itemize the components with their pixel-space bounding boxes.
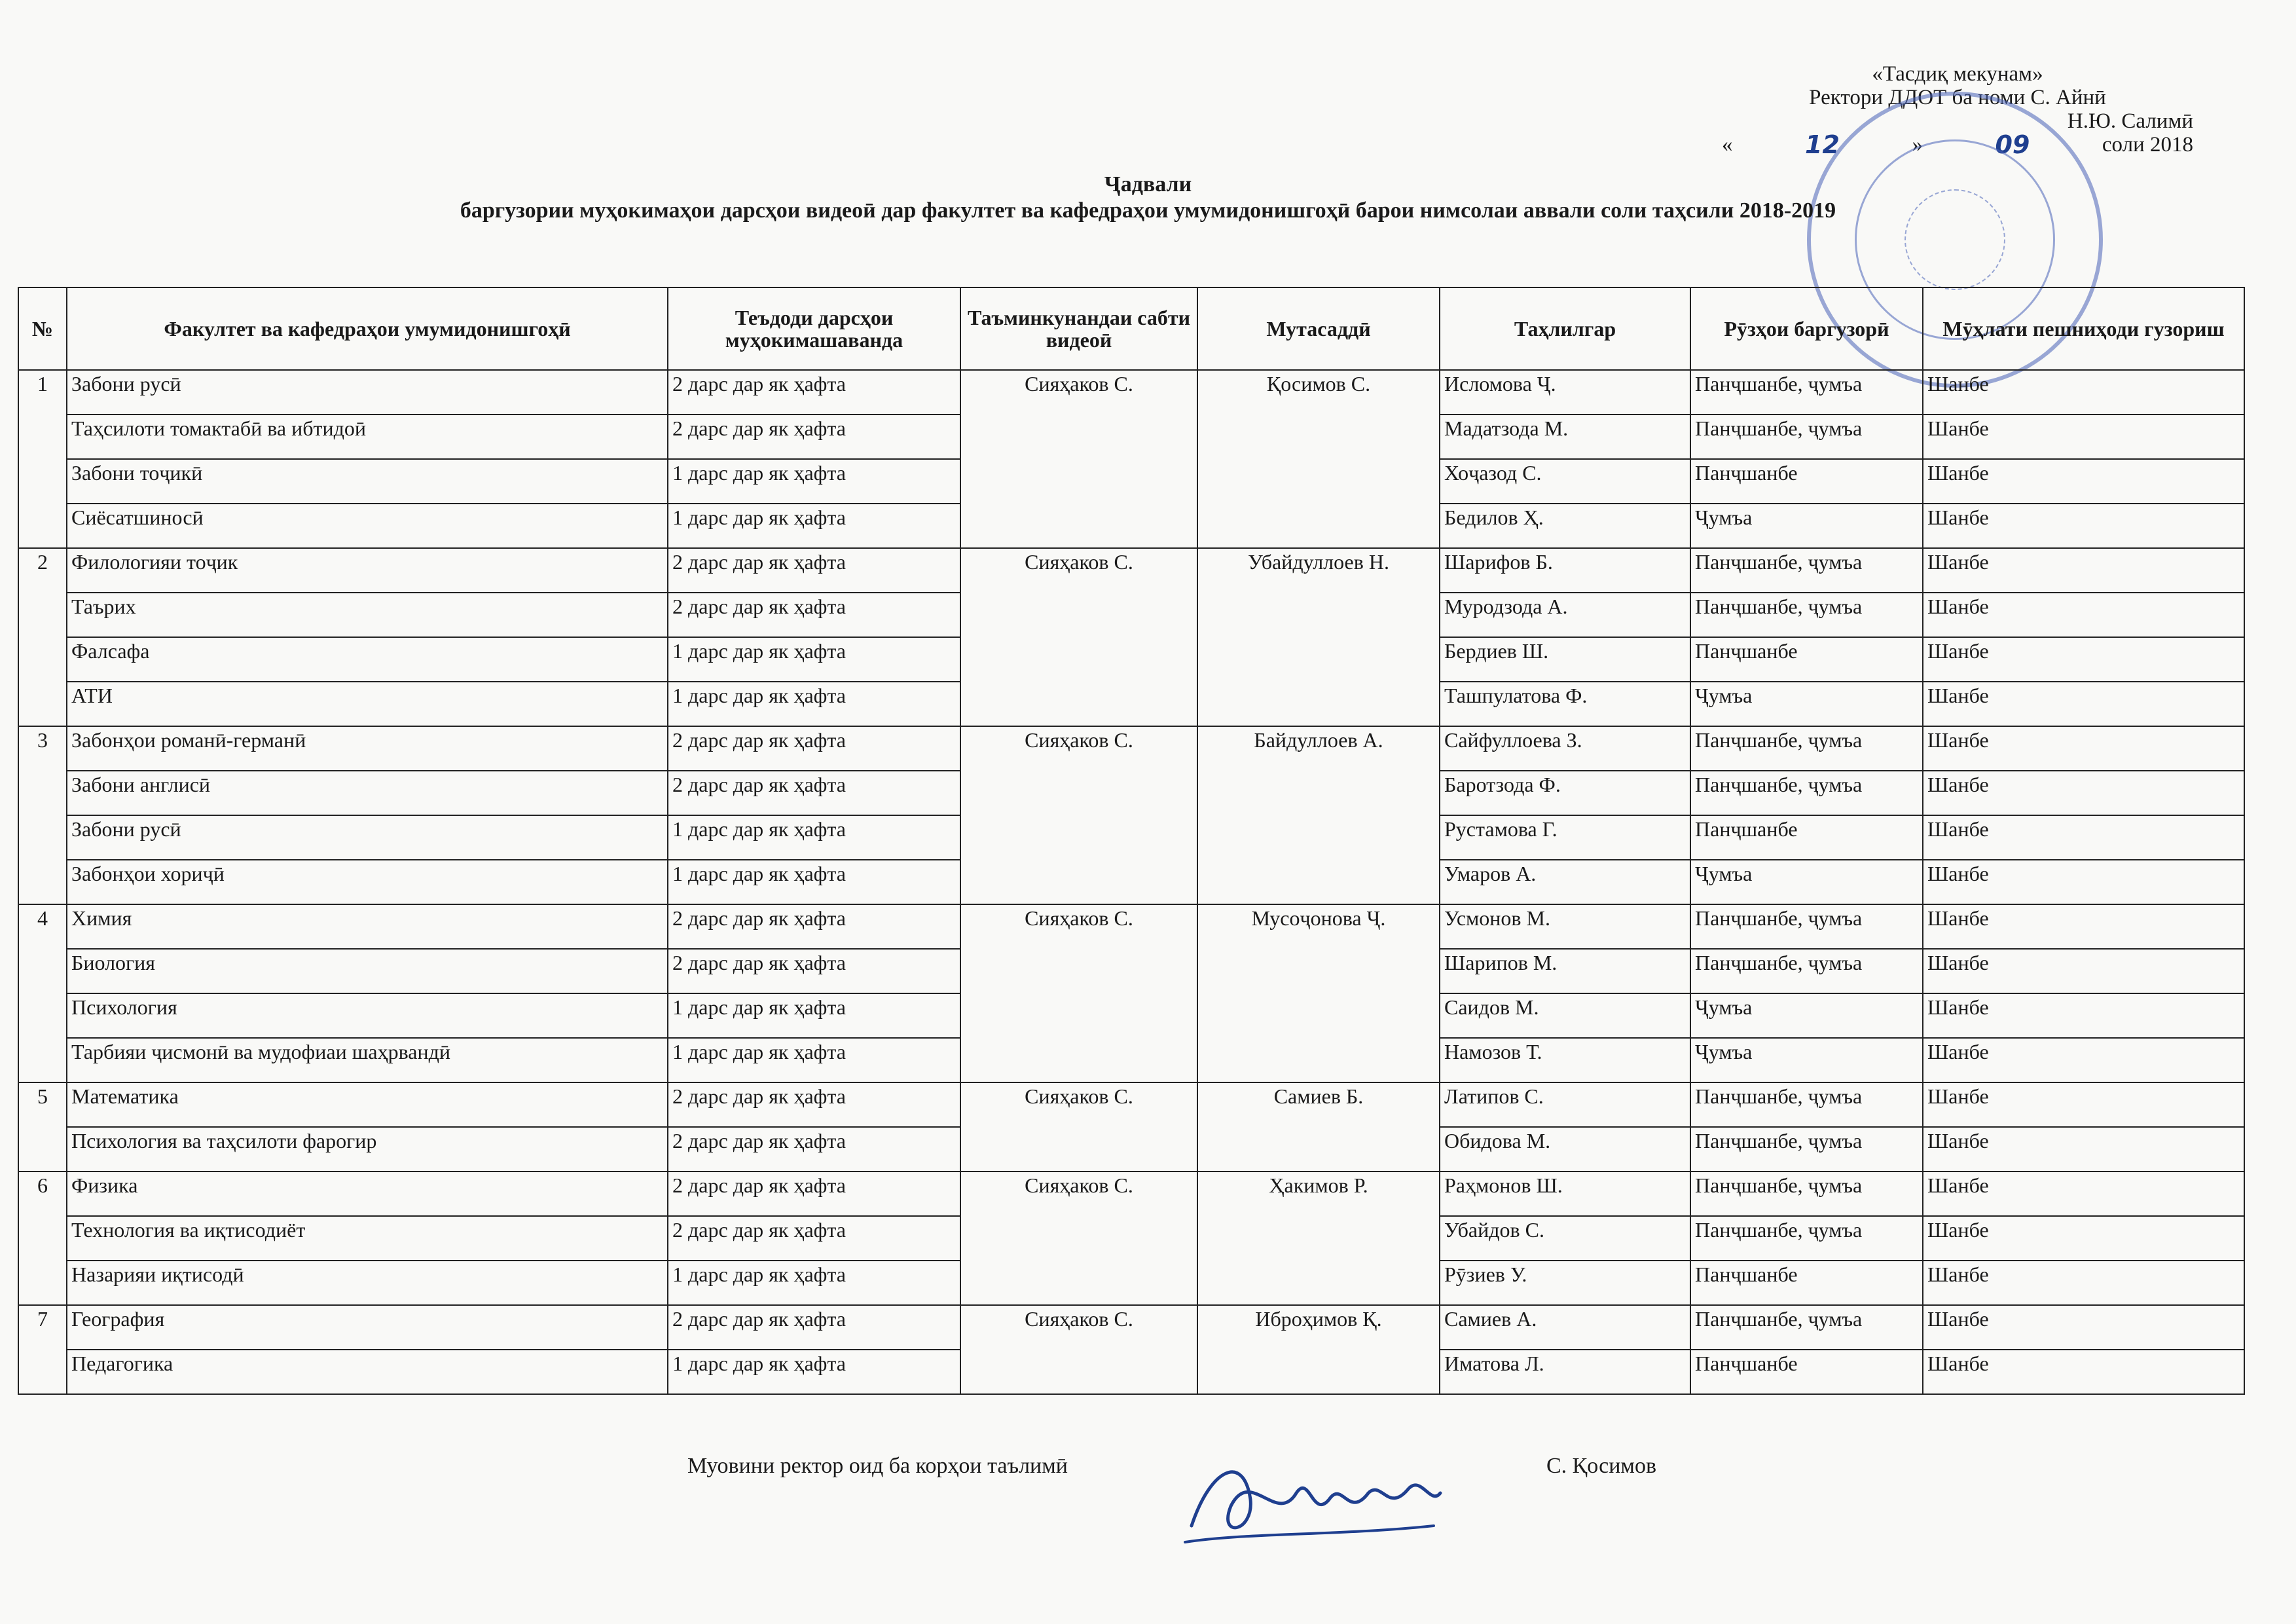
table-row [18, 904, 2244, 949]
header-cell: Мутасаддӣ [1197, 287, 1440, 370]
schedule-body [18, 370, 2244, 1394]
deadline-cell: Шанбе [1923, 504, 2244, 548]
recorder-cell: Сияҳаков С. [960, 904, 1197, 1082]
table-row [18, 370, 2244, 415]
analyst-cell: Хоҷазод С. [1440, 459, 1690, 504]
deadline-cell: Шанбе [1923, 771, 2244, 815]
analyst-cell: Самиев А. [1440, 1305, 1690, 1350]
header-cell: Факултет ва кафедраҳои умумидонишгоҳӣ [67, 287, 668, 370]
department-cell: Сиёсатшиносӣ [67, 504, 668, 548]
title-line-1: Ҷадвали [1104, 172, 1192, 196]
responsible-cell: Убайдуллоев Н. [1197, 548, 1440, 726]
days-cell: Панҷшанбе [1690, 1261, 1923, 1305]
department-cell: Назарияи иқтисодӣ [67, 1261, 668, 1305]
deadline-cell: Шанбе [1923, 1172, 2244, 1216]
lessons-cell: 1 дарс дар як ҳафта [668, 682, 960, 726]
analyst-cell: Латипов С. [1440, 1082, 1690, 1127]
lessons-cell: 2 дарс дар як ҳафта [668, 771, 960, 815]
approval-heading: «Тасдиқ мекунам» [1872, 62, 2043, 86]
handwritten-signature [1172, 1428, 1460, 1559]
date-close-quote: » [1912, 133, 1923, 157]
date-month: 09 [1995, 130, 2030, 159]
header-cell: Мӯҳлати пешниҳоди гузориш [1923, 287, 2244, 370]
department-cell: Психология ва таҳсилоти фарогир [67, 1127, 668, 1172]
table-row [18, 1305, 2244, 1350]
days-cell: Ҷумъа [1690, 860, 1923, 904]
lessons-cell: 2 дарс дар як ҳафта [668, 949, 960, 993]
lessons-cell: 2 дарс дар як ҳафта [668, 548, 960, 593]
analyst-cell: Баротзода Ф. [1440, 771, 1690, 815]
recorder-cell: Сияҳаков С. [960, 1305, 1197, 1394]
recorder-cell: Сияҳаков С. [960, 548, 1197, 726]
days-cell: Ҷумъа [1690, 682, 1923, 726]
date-day: 12 [1805, 130, 1840, 159]
analyst-cell: Сайфуллоева З. [1440, 726, 1690, 771]
deadline-cell: Шанбе [1923, 415, 2244, 459]
deadline-cell: Шанбе [1923, 860, 2244, 904]
days-cell: Панҷшанбе, ҷумъа [1690, 949, 1923, 993]
lessons-cell: 2 дарс дар як ҳафта [668, 1127, 960, 1172]
days-cell: Панҷшанбе, ҷумъа [1690, 1127, 1923, 1172]
recorder-cell: Сияҳаков С. [960, 1172, 1197, 1305]
responsible-cell: Байдуллоев А. [1197, 726, 1440, 904]
responsible-cell: Ҳакимов Р. [1197, 1172, 1440, 1305]
analyst-cell: Намозов Т. [1440, 1038, 1690, 1082]
department-cell: Фалсафа [67, 637, 668, 682]
deadline-cell: Шанбе [1923, 682, 2244, 726]
days-cell: Панҷшанбе [1690, 637, 1923, 682]
days-cell: Ҷумъа [1690, 993, 1923, 1038]
responsible-cell: Мусоҷонова Ҷ. [1197, 904, 1440, 1082]
deadline-cell: Шанбе [1923, 593, 2244, 637]
days-cell: Панҷшанбе [1690, 815, 1923, 860]
header-cell: Таҳлилгар [1440, 287, 1690, 370]
lessons-cell: 2 дарс дар як ҳафта [668, 415, 960, 459]
department-cell: Химия [67, 904, 668, 949]
analyst-cell: Шарифов Б. [1440, 548, 1690, 593]
department-cell: Забони тоҷикӣ [67, 459, 668, 504]
deadline-cell: Шанбе [1923, 949, 2244, 993]
days-cell: Панҷшанбе, ҷумъа [1690, 1216, 1923, 1261]
department-cell: Педагогика [67, 1350, 668, 1394]
group-number: 5 [18, 1082, 67, 1172]
group-number: 4 [18, 904, 67, 1082]
lessons-cell: 2 дарс дар як ҳафта [668, 593, 960, 637]
group-number: 2 [18, 548, 67, 726]
department-cell: Психология [67, 993, 668, 1038]
department-cell: География [67, 1305, 668, 1350]
days-cell: Панҷшанбе, ҷумъа [1690, 415, 1923, 459]
department-cell: АТИ [67, 682, 668, 726]
lessons-cell: 2 дарс дар як ҳафта [668, 370, 960, 415]
days-cell: Ҷумъа [1690, 504, 1923, 548]
responsible-cell: Иброҳимов Қ. [1197, 1305, 1440, 1394]
department-cell: Физика [67, 1172, 668, 1216]
analyst-cell: Иматова Л. [1440, 1350, 1690, 1394]
deadline-cell: Шанбе [1923, 1216, 2244, 1261]
header-cell: Теъдоди дарсҳои муҳокимашаванда [668, 287, 960, 370]
analyst-cell: Бердиев Ш. [1440, 637, 1690, 682]
analyst-cell: Обидова М. [1440, 1127, 1690, 1172]
department-cell: Биология [67, 949, 668, 993]
deadline-cell: Шанбе [1923, 637, 2244, 682]
table-row [18, 1172, 2244, 1216]
recorder-cell: Сияҳаков С. [960, 1082, 1197, 1172]
analyst-cell: Раҳмонов Ш. [1440, 1172, 1690, 1216]
header-row [18, 287, 2244, 370]
group-number: 6 [18, 1172, 67, 1305]
lessons-cell: 2 дарс дар як ҳафта [668, 1082, 960, 1127]
days-cell: Ҷумъа [1690, 1038, 1923, 1082]
recorder-cell: Сияҳаков С. [960, 370, 1197, 548]
analyst-cell: Убайдов С. [1440, 1216, 1690, 1261]
responsible-cell: Самиев Б. [1197, 1082, 1440, 1172]
lessons-cell: 1 дарс дар як ҳафта [668, 993, 960, 1038]
header-cell: № [18, 287, 67, 370]
lessons-cell: 2 дарс дар як ҳафта [668, 1172, 960, 1216]
analyst-cell: Шарипов М. [1440, 949, 1690, 993]
analyst-cell: Исломова Ҷ. [1440, 370, 1690, 415]
department-cell: Тарбияи ҷисмонӣ ва мудофиаи шаҳрвандӣ [67, 1038, 668, 1082]
department-cell: Забони русӣ [67, 815, 668, 860]
analyst-cell: Муродзода А. [1440, 593, 1690, 637]
header-cell: Рӯзҳои баргузорӣ [1690, 287, 1923, 370]
document-title [0, 172, 2296, 224]
department-cell: Забонҳои романӣ-германӣ [67, 726, 668, 771]
lessons-cell: 2 дарс дар як ҳафта [668, 1216, 960, 1261]
lessons-cell: 2 дарс дар як ҳафта [668, 1305, 960, 1350]
deadline-cell: Шанбе [1923, 1350, 2244, 1394]
date-year: соли 2018 [2102, 133, 2193, 157]
deadline-cell: Шанбе [1923, 548, 2244, 593]
lessons-cell: 1 дарс дар як ҳафта [668, 1350, 960, 1394]
department-cell: Забони англисӣ [67, 771, 668, 815]
department-cell: Таърих [67, 593, 668, 637]
deadline-cell: Шанбе [1923, 815, 2244, 860]
department-cell: Филологияи тоҷик [67, 548, 668, 593]
schedule-table [18, 287, 2245, 1395]
analyst-cell: Бедилов Ҳ. [1440, 504, 1690, 548]
deadline-cell: Шанбе [1923, 1305, 2244, 1350]
days-cell: Панҷшанбе [1690, 459, 1923, 504]
lessons-cell: 1 дарс дар як ҳафта [668, 504, 960, 548]
group-number: 1 [18, 370, 67, 548]
lessons-cell: 1 дарс дар як ҳафта [668, 637, 960, 682]
lessons-cell: 1 дарс дар як ҳафта [668, 1261, 960, 1305]
days-cell: Панҷшанбе, ҷумъа [1690, 726, 1923, 771]
deadline-cell: Шанбе [1923, 1082, 2244, 1127]
days-cell: Панҷшанбе, ҷумъа [1690, 771, 1923, 815]
deadline-cell: Шанбе [1923, 1261, 2244, 1305]
deadline-cell: Шанбе [1923, 904, 2244, 949]
deadline-cell: Шанбе [1923, 1038, 2244, 1082]
analyst-cell: Умаров А. [1440, 860, 1690, 904]
days-cell: Панҷшанбе, ҷумъа [1690, 1305, 1923, 1350]
lessons-cell: 2 дарс дар як ҳафта [668, 726, 960, 771]
days-cell: Панҷшанбе, ҷумъа [1690, 593, 1923, 637]
analyst-cell: Саидов М. [1440, 993, 1690, 1038]
deadline-cell: Шанбе [1923, 1127, 2244, 1172]
days-cell: Панҷшанбе, ҷумъа [1690, 904, 1923, 949]
approval-rector-name: Н.Ю. Салимӣ [2067, 109, 2193, 133]
lessons-cell: 1 дарс дар як ҳафта [668, 459, 960, 504]
deadline-cell: Шанбе [1923, 370, 2244, 415]
table-row [18, 726, 2244, 771]
department-cell: Математика [67, 1082, 668, 1127]
recorder-cell: Сияҳаков С. [960, 726, 1197, 904]
lessons-cell: 2 дарс дар як ҳафта [668, 904, 960, 949]
lessons-cell: 1 дарс дар як ҳафта [668, 860, 960, 904]
days-cell: Панҷшанбе [1690, 1350, 1923, 1394]
table-row [18, 548, 2244, 593]
header-cell: Таъминкунандаи сабти видеоӣ [960, 287, 1197, 370]
group-number: 7 [18, 1305, 67, 1394]
signer-position: Муовини ректор оид ба корҳои таълимӣ [687, 1454, 1068, 1478]
days-cell: Панҷшанбе, ҷумъа [1690, 370, 1923, 415]
date-open-quote: « [1722, 133, 1733, 157]
responsible-cell: Қосимов С. [1197, 370, 1440, 548]
analyst-cell: Ташпулатова Ф. [1440, 682, 1690, 726]
table-row [18, 1082, 2244, 1127]
department-cell: Технология ва иқтисодиёт [67, 1216, 668, 1261]
analyst-cell: Рӯзиев У. [1440, 1261, 1690, 1305]
deadline-cell: Шанбе [1923, 459, 2244, 504]
analyst-cell: Усмонов М. [1440, 904, 1690, 949]
analyst-cell: Рустамова Г. [1440, 815, 1690, 860]
days-cell: Панҷшанбе, ҷумъа [1690, 1082, 1923, 1127]
days-cell: Панҷшанбе, ҷумъа [1690, 548, 1923, 593]
department-cell: Таҳсилоти томактабӣ ва ибтидоӣ [67, 415, 668, 459]
group-number: 3 [18, 726, 67, 904]
deadline-cell: Шанбе [1923, 993, 2244, 1038]
lessons-cell: 1 дарс дар як ҳафта [668, 815, 960, 860]
analyst-cell: Мадатзода М. [1440, 415, 1690, 459]
signer-name: С. Қосимов [1546, 1454, 1656, 1478]
title-line-2: баргузории муҳокимаҳои дарсҳои видеоӣ дар факултет ва кафедраҳои умумидонишгоҳӣ барои нимсолаи аввали соли таҳсили 2018-2019 [460, 198, 1836, 223]
lessons-cell: 1 дарс дар як ҳафта [668, 1038, 960, 1082]
approval-rector-title: Ректори ДДОТ ба номи С. Айнӣ [1809, 86, 2106, 109]
department-cell: Забони русӣ [67, 370, 668, 415]
days-cell: Панҷшанбе, ҷумъа [1690, 1172, 1923, 1216]
deadline-cell: Шанбе [1923, 726, 2244, 771]
department-cell: Забонҳои хориҷӣ [67, 860, 668, 904]
